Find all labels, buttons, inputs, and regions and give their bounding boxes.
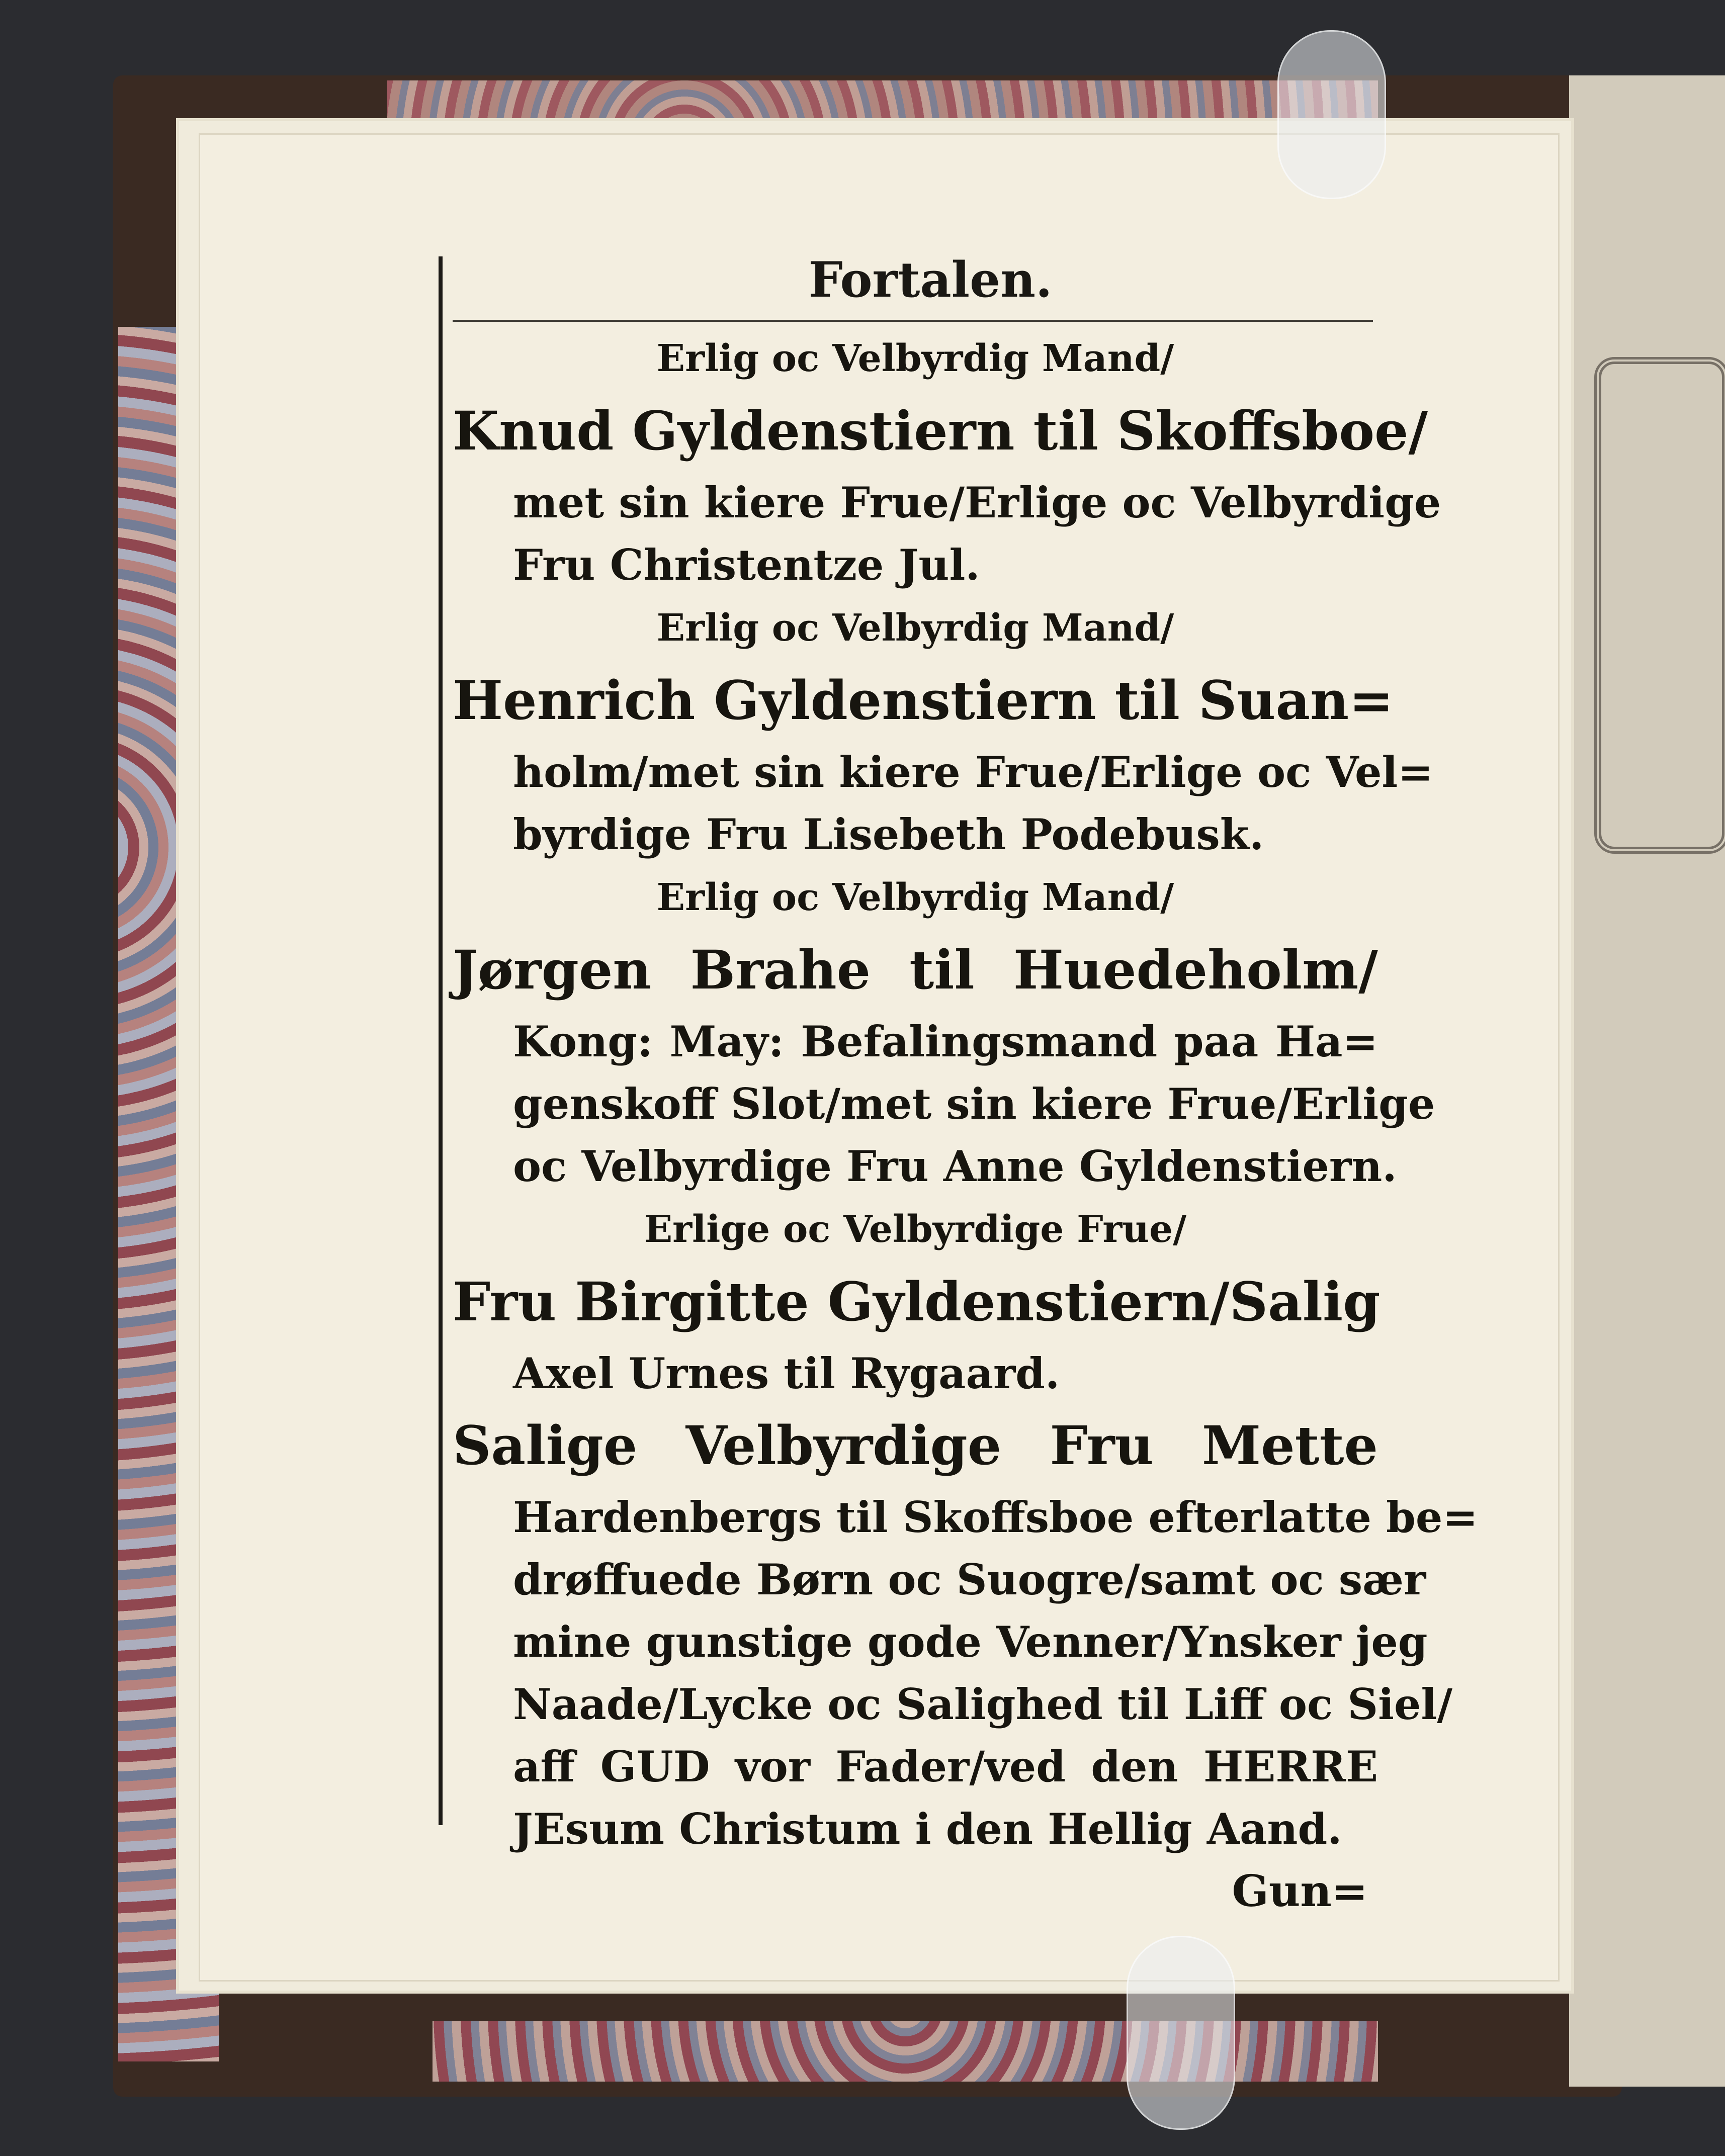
text-line: Knud Gyldenstiern til Skoffsboe/ — [453, 399, 1428, 462]
text-line: oc Velbyrdige Fru Anne Gyldenstiern. — [513, 1141, 1397, 1191]
text-line: Fru Birgitte Gyldenstiern/Salig — [453, 1270, 1381, 1333]
text-line: Erlige oc Velbyrdige Frue/ — [644, 1208, 1187, 1251]
text-line: drøffuede Børn oc Suogre/samt oc sær — [513, 1555, 1426, 1604]
text-line: met sin kiere Frue/Erlige oc Velbyrdige — [513, 478, 1441, 527]
text-line: holm/met sin kiere Frue/Erlige oc Vel= — [513, 747, 1433, 797]
head-rule — [453, 320, 1373, 322]
text-line: Erlig oc Velbyrdig Mand/ — [656, 337, 1174, 380]
text-line: Erlig oc Velbyrdig Mand/ — [656, 876, 1174, 919]
text-line: Axel Urnes til Rygaard. — [513, 1349, 1060, 1398]
text-line: aff GUD vor Fader/ved den HERRE — [513, 1742, 1378, 1791]
text-line: Kong: May: Befalingsmand paa Ha= — [513, 1017, 1378, 1066]
text-line: Fru Christentze Jul. — [513, 540, 980, 590]
facing-page-edge — [1569, 75, 1725, 2087]
text-line: Henrich Gyldenstiern til Suan= — [453, 669, 1394, 732]
page-clip-bottom — [1127, 1936, 1235, 2130]
page-clip-top — [1277, 30, 1386, 199]
text-line: byrdige Fru Lisebeth Podebusk. — [513, 810, 1264, 859]
decorative-initial-icon — [1594, 357, 1725, 854]
text-line: Naade/Lycke oc Salighed til Liff oc Siel/ — [513, 1679, 1453, 1729]
running-head: Fortalen. — [808, 251, 1053, 308]
text-line: genskoff Slot/met sin kiere Frue/Erlige — [513, 1079, 1435, 1129]
text-line: Salige Velbyrdige Fru Mette — [453, 1414, 1378, 1477]
margin-rule — [439, 256, 443, 1825]
text-line: Jørgen Brahe til Huedeholm/ — [453, 938, 1378, 1001]
text-line: JEsum Christum i den Hellig Aand. — [513, 1804, 1342, 1854]
text-line: Erlig oc Velbyrdig Mand/ — [656, 606, 1174, 650]
text-block — [453, 327, 1478, 1923]
text-line: mine gunstige gode Venner/Ynsker jeg — [513, 1617, 1428, 1667]
catchword: Gun= — [1232, 1866, 1368, 1917]
text-line: Hardenbergs til Skoffsboe efterlatte be= — [513, 1492, 1478, 1542]
marbled-endpaper-bottom — [433, 2021, 1378, 2082]
